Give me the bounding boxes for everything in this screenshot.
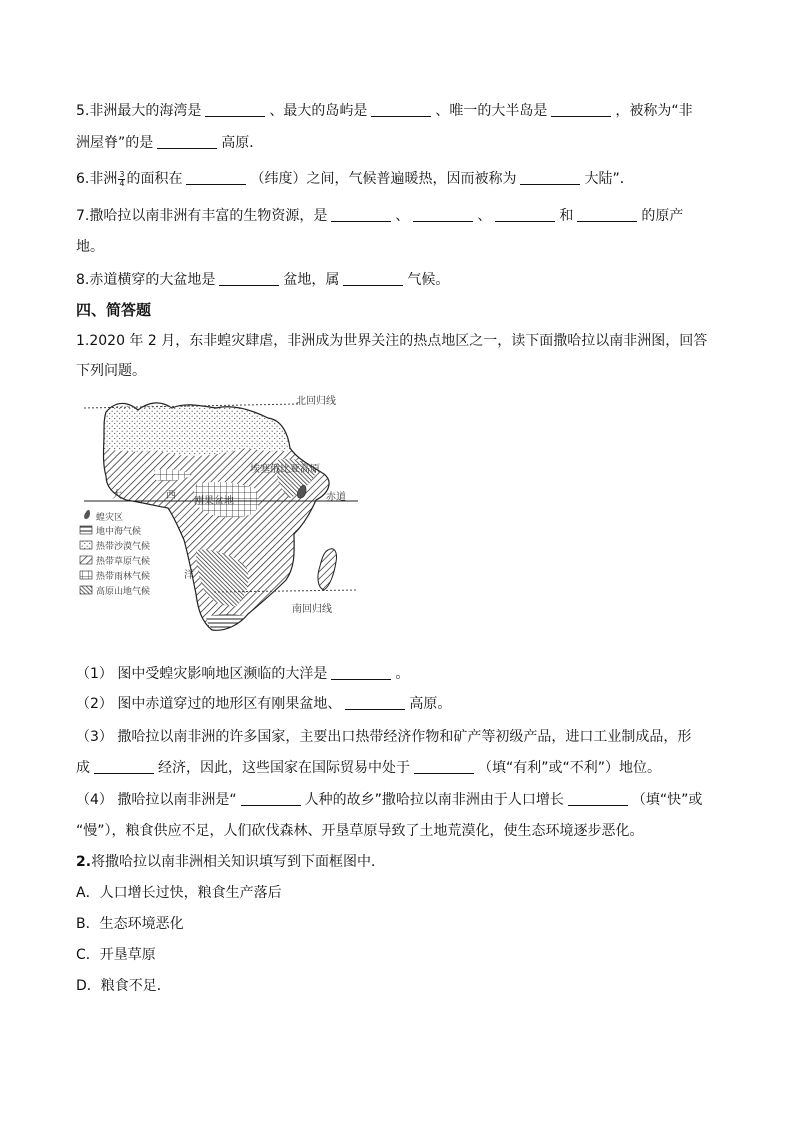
- s1-intro-1: 1.2020 年 2 月，东非蝗灾肆虐，非洲成为世界关注的热点地区之一，读下面撒哈拉以南非洲图，回答: [76, 333, 708, 349]
- legend-highland-label: 高原山地气候: [96, 587, 151, 597]
- ocean-label-3: 洋: [184, 570, 194, 581]
- sub3-text-2: 成: [76, 760, 90, 776]
- sub4-blank-1[interactable]: [241, 790, 301, 806]
- legend-rainforest-label: 热带雨林气候: [96, 572, 151, 582]
- legend-mediterranean-swatch: [80, 526, 92, 534]
- q7-text-2: 的原产: [641, 208, 684, 224]
- tropic-north-label: 北回归线: [296, 396, 336, 407]
- tropic-south-label: 南回归线: [292, 604, 332, 615]
- s1-sub3-line2: [76, 758, 661, 778]
- q6-blank-2[interactable]: [520, 169, 580, 185]
- sub4-text-1: （4） 撒哈拉以南非洲是“: [76, 792, 237, 808]
- q8-blank-2[interactable]: [343, 270, 403, 286]
- q6-fraction: [118, 171, 125, 188]
- q7-blank-4[interactable]: [577, 206, 637, 222]
- congo-label: 刚果盆地: [194, 496, 234, 507]
- q5-text-3: 、唯一的大半岛是: [435, 103, 548, 119]
- ethiopia-label: 埃塞俄比亚高原: [250, 464, 320, 475]
- q5-line1: [76, 101, 693, 121]
- q7-blank-3[interactable]: [495, 206, 555, 222]
- s2-option-a: A．人口增长过快，粮食生产落后: [76, 885, 282, 901]
- s2-option-b: B．生态环境恶化: [76, 916, 184, 932]
- q7-sep-1: 、: [395, 208, 410, 224]
- q7-text-3: 地。: [76, 239, 104, 255]
- q6-line: [76, 169, 634, 189]
- q7-sep-2: 、: [477, 208, 492, 224]
- ocean-label-2: 西: [166, 490, 176, 501]
- q6-text-3: （纬度）之间，气候普遍暖热，因而被称为: [250, 171, 517, 187]
- sub3-blank-1[interactable]: [94, 758, 154, 774]
- q7-blank-1[interactable]: [331, 206, 391, 222]
- q6-text-4: 大陆”．: [584, 171, 634, 187]
- q5-text-2: 、最大的岛屿是: [269, 103, 368, 119]
- s1-sub1: [76, 664, 409, 684]
- q7-blank-2[interactable]: [413, 206, 473, 222]
- fraction-denominator: 4: [119, 178, 125, 188]
- legend-desert-swatch: [80, 541, 92, 549]
- q8-text-1: 8.赤道横穿的大盆地是: [76, 272, 216, 288]
- s1-sub4-line1: [76, 790, 702, 810]
- sub4-text-2: 人种的故乡”撒哈拉以南非洲由于人口增长: [304, 792, 564, 808]
- q7-text-1: 7.撒哈拉以南非洲有丰富的生物资源，是: [76, 208, 328, 224]
- q5-text-5: 洲屋脊”的是: [76, 135, 154, 151]
- sub3-text-3: 经济，因此，这些国家在国际贸易中处于: [158, 760, 410, 776]
- s2-title: 将撒哈拉以南非洲相关知识填写到下面框图中．: [91, 854, 386, 870]
- sub3-blank-2[interactable]: [414, 758, 474, 774]
- q7-line1: [76, 206, 683, 226]
- africa-climate-map: [76, 390, 366, 640]
- s2-option-d: D．粮食不足．: [76, 978, 171, 994]
- q6-blank-1[interactable]: [186, 169, 246, 185]
- legend-highland-swatch: [80, 586, 92, 594]
- q8-text-2: 盆地，属: [283, 272, 340, 288]
- q5-blank-2[interactable]: [371, 101, 431, 117]
- s1-sub2: [76, 694, 451, 714]
- legend-locust-icon: [84, 510, 90, 519]
- ocean-label-1: 大: [112, 490, 122, 501]
- q6-text-2: 的面积在: [126, 171, 183, 187]
- sub2-blank[interactable]: [345, 694, 405, 710]
- q8-line: [76, 270, 449, 290]
- equator-label: 赤道: [326, 492, 346, 503]
- s1-sub4-line2: “慢”），粮食供应不足，人们砍伐森林、开垦草原导致了土地荒漠化，使生态环境逐步恶化。: [76, 823, 644, 839]
- legend-savanna-swatch: [80, 556, 92, 564]
- legend-locust-label: 蝗灾区: [96, 513, 124, 523]
- sub3-text-4: （填“有利”或“不利”）地位。: [478, 760, 662, 776]
- sub4-text-3: （填“快”或: [631, 792, 703, 808]
- s1-sub3-line1: （3） 撒哈拉以南非洲的许多国家，主要出口热带经济作物和矿产等初级产品，进口工业制成品，形: [76, 729, 692, 745]
- map-legend: [80, 510, 150, 597]
- q5-text-4: ，被称为“非: [615, 103, 693, 119]
- s2-option-c: C．开垦草原: [76, 947, 156, 963]
- s2-number: 2.: [76, 854, 92, 870]
- legend-savanna-label: 热带草原气候: [96, 557, 151, 567]
- q5-blank-1[interactable]: [205, 101, 265, 117]
- q5-blank-3[interactable]: [551, 101, 611, 117]
- s1-intro-2: 下列问题。: [76, 363, 146, 379]
- q7-line2: [76, 237, 104, 257]
- madagascar: [318, 549, 337, 590]
- sub1-text-1: （1） 图中受蝗灾影响地区濒临的大洋是: [76, 666, 328, 682]
- q8-text-3: 气候。: [407, 272, 450, 288]
- sub1-blank[interactable]: [331, 664, 391, 680]
- sub2-text-1: （2） 图中赤道穿过的地形区有刚果盆地、: [76, 696, 342, 712]
- q5-line2: [76, 133, 263, 153]
- fraction-numerator: 3: [119, 169, 125, 179]
- sub4-blank-2[interactable]: [568, 790, 628, 806]
- q8-blank-1[interactable]: [219, 270, 279, 286]
- q7-sep-3: 和: [559, 208, 574, 224]
- legend-mediterranean-label: 地中海气候: [96, 527, 142, 537]
- sub1-text-2: 。: [395, 666, 410, 682]
- q6-text-1: 6.非洲: [76, 171, 118, 187]
- q5-text-1: 5.非洲最大的海湾是: [76, 103, 202, 119]
- sub2-text-2: 高原。: [409, 696, 452, 712]
- section-heading: 四、简答题: [76, 301, 152, 319]
- s2-title-line: [76, 852, 385, 872]
- legend-rainforest-swatch: [80, 571, 92, 579]
- q5-text-6: 高原．: [221, 135, 264, 151]
- legend-desert-label: 热带沙漠气候: [96, 542, 151, 552]
- q5-blank-4[interactable]: [157, 133, 217, 149]
